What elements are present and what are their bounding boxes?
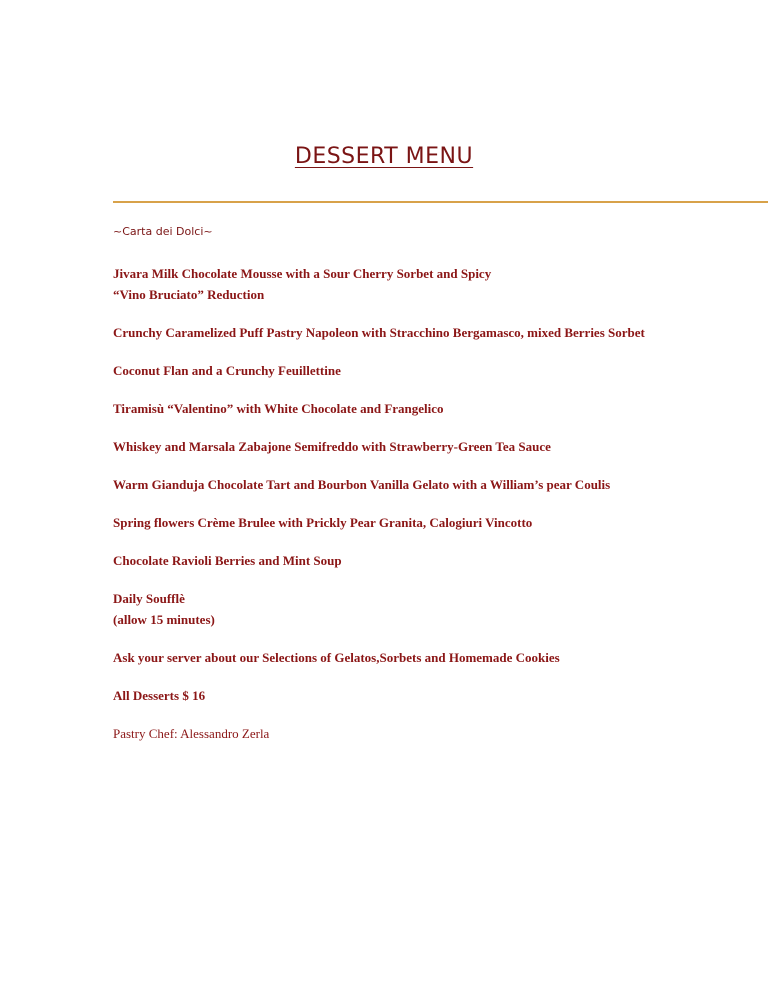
menu-item-text: Daily Soufflè <box>113 591 185 606</box>
menu-item-text: Chocolate Ravioli Berries and Mint Soup <box>113 553 342 568</box>
menu-item <box>113 512 753 533</box>
menu-item-text: “Vino Bruciato” Reduction <box>113 287 265 302</box>
title-divider <box>113 201 768 203</box>
menu-item <box>113 322 753 343</box>
menu-item <box>113 398 753 419</box>
menu-item <box>113 588 753 630</box>
menu-title: DESSERT MENU <box>294 144 474 169</box>
menu-item <box>113 263 753 305</box>
pastry-chef-credit: Pastry Chef: Alessandro Zerla <box>113 726 270 741</box>
menu-item-text: Ask your server about our Selections of Gelatos,Sorbets and Homemade Cookies <box>113 650 560 665</box>
menu-item-text: Tiramisù “Valentino” with White Chocolate and Frangelico <box>113 401 444 416</box>
menu-item-text: Coconut Flan and a Crunchy Feuillettine <box>113 363 341 378</box>
price-line <box>113 685 753 706</box>
menu-item <box>113 647 753 668</box>
menu-subtitle: ~Carta dei Dolci~ <box>113 225 213 238</box>
menu-item-text: (allow 15 minutes) <box>113 612 215 627</box>
menu-item <box>113 360 753 381</box>
menu-item <box>113 436 753 457</box>
menu-item <box>113 550 753 571</box>
menu-item <box>113 474 753 495</box>
menu-item-text: Jivara Milk Chocolate Mousse with a Sour Cherry Sorbet and Spicy <box>113 266 492 281</box>
menu-item-text: Spring flowers Crème Brulee with Prickly Pear Granita, Calogiuri Vincotto <box>113 515 533 530</box>
price-text: All Desserts $ 16 <box>113 688 206 703</box>
dessert-list <box>113 263 753 744</box>
menu-item-text: Crunchy Caramelized Puff Pastry Napoleon with Stracchino Bergamasco, mixed Berries Sorbet <box>113 325 645 340</box>
menu-item-text: Whiskey and Marsala Zabajone Semifreddo with Strawberry-Green Tea Sauce <box>113 439 551 454</box>
menu-item-text: Warm Gianduja Chocolate Tart and Bourbon Vanilla Gelato with a William’s pear Coulis <box>113 477 611 492</box>
